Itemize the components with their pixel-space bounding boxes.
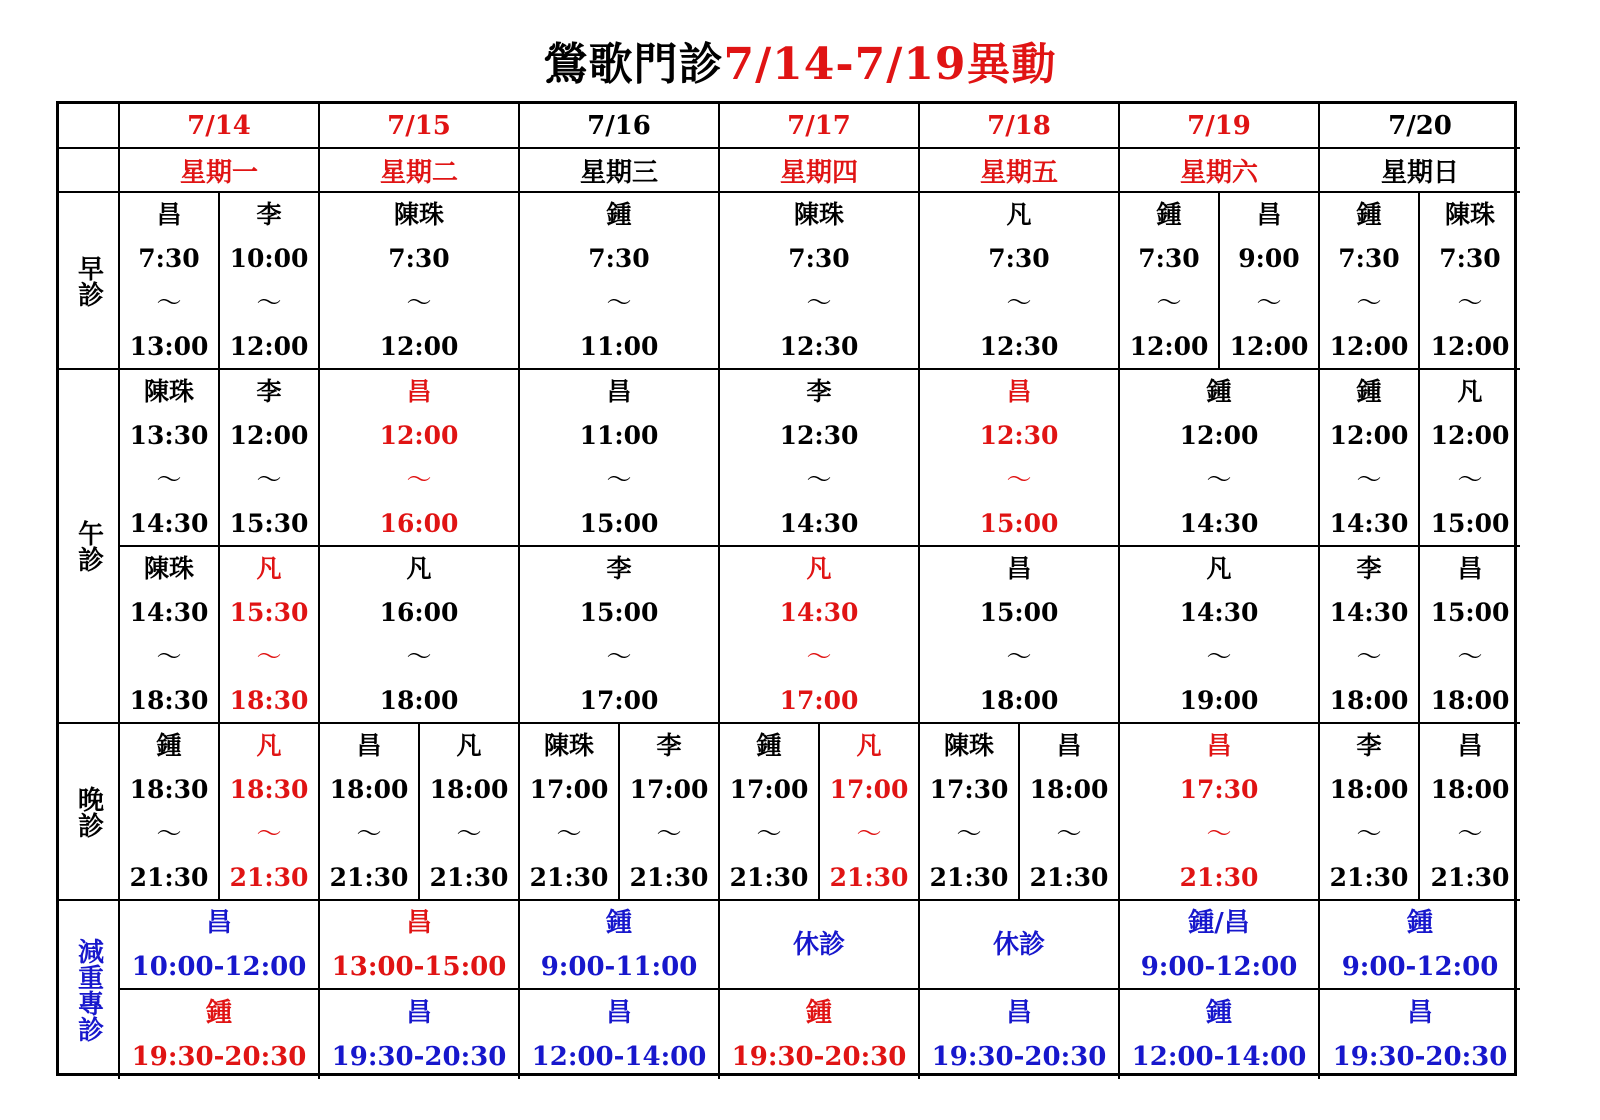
start-time: 12:00 [1179, 421, 1259, 450]
evening-slot [620, 724, 720, 901]
end-time: 21:30 [1029, 863, 1109, 892]
tilde: ～ [956, 819, 982, 848]
end-time: 21:30 [829, 863, 909, 892]
weight-loss-slot [120, 990, 320, 1079]
tilde: ～ [156, 288, 182, 317]
tilde: ～ [1457, 288, 1483, 317]
doctor-name: 鍾 [605, 907, 632, 938]
tilde: ～ [156, 819, 182, 848]
tilde: ～ [606, 642, 632, 671]
tilde: ～ [1206, 819, 1232, 848]
end-time: 12:00 [229, 332, 309, 361]
tilde: ～ [1006, 642, 1032, 671]
doctor-name: 昌 [1006, 377, 1032, 406]
doctor-name: 昌 [1206, 731, 1232, 760]
afternoon-slot [520, 370, 720, 547]
start-time: 7:30 [388, 244, 450, 273]
weekday-label: 星期五 [979, 157, 1058, 188]
weight-loss-slot [720, 990, 920, 1079]
start-time: 7:30 [988, 244, 1050, 273]
afternoon-slot [720, 370, 920, 547]
doctor-name: 凡 [456, 731, 482, 760]
schedule-table [56, 101, 1517, 1076]
weekday-header [520, 149, 720, 193]
date-header [920, 104, 1120, 149]
end-time: 18:30 [229, 686, 309, 715]
morning-slot [120, 193, 220, 370]
tilde: ～ [1457, 819, 1483, 848]
afternoon-slot [1120, 370, 1320, 547]
end-time: 14:30 [1179, 509, 1259, 538]
corner-cell [59, 104, 120, 149]
doctor-name: 鍾 [805, 997, 832, 1028]
doctor-name: 昌 [1056, 731, 1082, 760]
tilde: ～ [406, 642, 432, 671]
start-time: 7:30 [138, 244, 200, 273]
doctor-name: 鍾 [1206, 377, 1232, 406]
weekday-header [720, 149, 920, 193]
weekday-label: 星期日 [1380, 157, 1459, 188]
end-time: 21:30 [129, 863, 209, 892]
end-time: 21:30 [729, 863, 809, 892]
weekday-header [320, 149, 520, 193]
doctor-name: 鍾 [1356, 377, 1382, 406]
tilde: ～ [606, 465, 632, 494]
time-range: 19:30-20:30 [331, 1041, 507, 1072]
date-header [520, 104, 720, 149]
end-time: 21:30 [1430, 863, 1510, 892]
weekday-label: 星期三 [579, 157, 658, 188]
afternoon-slot [320, 370, 520, 547]
afternoon-slot [920, 370, 1120, 547]
doctor-name: 凡 [1457, 377, 1483, 406]
start-time: 14:30 [779, 598, 859, 627]
end-time: 21:30 [229, 863, 309, 892]
tilde: ～ [1006, 288, 1032, 317]
doctor-name: 鍾 [1156, 200, 1182, 229]
start-time: 12:30 [979, 421, 1059, 450]
weight-loss-slot [1120, 990, 1320, 1079]
doctor-name: 休診 [792, 929, 845, 960]
tilde: ～ [256, 288, 282, 317]
time-range: 19:30-20:30 [931, 1041, 1107, 1072]
doctor-name: 李 [256, 200, 282, 229]
evening-slot [520, 724, 620, 901]
date-label: 7/15 [387, 110, 451, 141]
afternoon-slot [120, 370, 220, 547]
end-time: 18:00 [979, 686, 1059, 715]
afternoon-slot [1420, 370, 1520, 547]
end-time: 21:30 [1179, 863, 1259, 892]
start-time: 18:30 [229, 775, 309, 804]
doctor-name: 陳珠 [143, 554, 194, 583]
date-label: 7/18 [987, 110, 1051, 141]
tilde: ～ [1156, 288, 1182, 317]
morning-label [59, 193, 120, 370]
tilde: ～ [256, 465, 282, 494]
doctor-name: 陳珠 [143, 377, 194, 406]
time-range: 19:30-20:30 [1332, 1041, 1508, 1072]
evening-slot [1420, 724, 1520, 901]
doctor-name: 昌 [156, 200, 182, 229]
doctor-name: 李 [606, 554, 632, 583]
afternoon-slot [220, 547, 320, 724]
date-label: 7/17 [787, 110, 851, 141]
tilde: ～ [756, 819, 782, 848]
tilde: ～ [1006, 465, 1032, 494]
start-time: 18:00 [329, 775, 409, 804]
afternoon-slot [920, 547, 1120, 724]
doctor-name: 李 [1356, 554, 1382, 583]
doctor-name: 凡 [856, 731, 882, 760]
title-prefix: 鶯歌門診 [543, 39, 724, 90]
end-time: 21:30 [929, 863, 1009, 892]
tilde: ～ [406, 465, 432, 494]
start-time: 18:00 [1430, 775, 1510, 804]
doctor-name: 昌 [606, 377, 632, 406]
end-time: 18:00 [1329, 686, 1409, 715]
afternoon-slot [320, 547, 520, 724]
end-time: 12:30 [979, 332, 1059, 361]
morning-slot [720, 193, 920, 370]
doctor-name: 李 [256, 377, 282, 406]
doctor-name: 凡 [1206, 554, 1232, 583]
afternoon-slot [1320, 547, 1420, 724]
start-time: 15:00 [1430, 598, 1510, 627]
weight-loss-slot [920, 990, 1120, 1079]
tilde: ～ [156, 465, 182, 494]
date-header [320, 104, 520, 149]
end-time: 14:30 [129, 509, 209, 538]
tilde: ～ [156, 642, 182, 671]
doctor-name: 陳珠 [793, 200, 844, 229]
start-time: 7:30 [1138, 244, 1200, 273]
tilde: ～ [656, 819, 682, 848]
evening-slot [920, 724, 1020, 901]
weight-loss-slot [320, 901, 520, 990]
end-time: 12:30 [779, 332, 859, 361]
start-time: 14:30 [129, 598, 209, 627]
doctor-name: 昌 [356, 731, 382, 760]
end-time: 18:00 [379, 686, 459, 715]
morning-slot [1120, 193, 1220, 370]
tilde: ～ [806, 642, 832, 671]
doctor-name: 鍾/昌 [1188, 907, 1250, 938]
morning-slot [1320, 193, 1420, 370]
evening-slot [320, 724, 420, 901]
start-time: 12:00 [229, 421, 309, 450]
afternoon-label [59, 370, 120, 724]
doctor-name: 凡 [256, 554, 282, 583]
weight-loss-slot [120, 901, 320, 990]
afternoon-slot [120, 547, 220, 724]
doctor-name: 陳珠 [943, 731, 994, 760]
morning-slot [220, 193, 320, 370]
tilde: ～ [1206, 642, 1232, 671]
start-time: 17:00 [729, 775, 809, 804]
time-range: 12:00-14:00 [531, 1041, 707, 1072]
morning-slot [320, 193, 520, 370]
time-range: 13:00-15:00 [331, 951, 507, 982]
tilde: ～ [456, 819, 482, 848]
tilde: ～ [1457, 465, 1483, 494]
evening-slot [1320, 724, 1420, 901]
end-time: 18:00 [1430, 686, 1510, 715]
end-time: 15:00 [1430, 509, 1510, 538]
tilde: ～ [1206, 465, 1232, 494]
doctor-name: 昌 [205, 907, 232, 938]
start-time: 7:30 [788, 244, 850, 273]
end-time: 15:30 [229, 509, 309, 538]
start-time: 17:30 [929, 775, 1009, 804]
morning-slot [1220, 193, 1320, 370]
doctor-name: 昌 [1006, 554, 1032, 583]
tilde: ～ [1256, 288, 1282, 317]
evening-slot [420, 724, 520, 901]
start-time: 18:00 [429, 775, 509, 804]
tilde: ～ [806, 288, 832, 317]
weight-loss-slot [520, 990, 720, 1079]
end-time: 14:30 [1329, 509, 1409, 538]
doctor-name: 鍾 [756, 731, 782, 760]
evening-slot [1120, 724, 1320, 901]
start-time: 15:30 [229, 598, 309, 627]
start-time: 18:00 [1029, 775, 1109, 804]
doctor-name: 凡 [406, 554, 432, 583]
weight-loss-slot [320, 990, 520, 1079]
time-range: 10:00-12:00 [131, 951, 307, 982]
start-time: 17:00 [829, 775, 909, 804]
weekday-header [1320, 149, 1520, 193]
doctor-name: 凡 [1006, 200, 1032, 229]
doctor-name: 凡 [806, 554, 832, 583]
end-time: 21:30 [329, 863, 409, 892]
tilde: ～ [356, 819, 382, 848]
end-time: 17:00 [579, 686, 659, 715]
tilde: ～ [406, 288, 432, 317]
doctor-name: 昌 [1406, 997, 1433, 1028]
doctor-name: 昌 [1457, 554, 1483, 583]
doctor-name: 昌 [405, 997, 432, 1028]
end-time: 11:00 [579, 332, 659, 361]
tilde: ～ [256, 642, 282, 671]
doctor-name: 陳珠 [393, 200, 444, 229]
time-range: 19:30-20:30 [131, 1041, 307, 1072]
start-time: 7:30 [588, 244, 650, 273]
end-time: 13:00 [129, 332, 209, 361]
end-time: 21:30 [529, 863, 609, 892]
evening-slot [720, 724, 820, 901]
start-time: 15:00 [979, 598, 1059, 627]
morning-slot [520, 193, 720, 370]
afternoon-slot [1120, 547, 1320, 724]
date-header [120, 104, 320, 149]
start-time: 10:00 [229, 244, 309, 273]
tilde: ～ [1457, 642, 1483, 671]
start-time: 7:30 [1439, 244, 1501, 273]
start-time: 18:00 [1329, 775, 1409, 804]
tilde: ～ [856, 819, 882, 848]
weekday-label: 星期二 [379, 157, 458, 188]
weight-loss-slot [520, 901, 720, 990]
evening-slot [1020, 724, 1120, 901]
weight-loss-label [59, 901, 120, 1079]
start-time: 17:30 [1179, 775, 1259, 804]
tilde: ～ [1356, 288, 1382, 317]
doctor-name: 昌 [605, 997, 632, 1028]
time-range: 9:00-11:00 [540, 951, 698, 982]
doctor-name: 李 [1356, 731, 1382, 760]
doctor-name: 鍾 [1406, 907, 1433, 938]
doctor-name: 鍾 [156, 731, 182, 760]
tilde: ～ [1356, 465, 1382, 494]
tilde: ～ [806, 465, 832, 494]
doctor-name: 鍾 [606, 200, 632, 229]
page-title [0, 28, 1600, 92]
start-time: 9:00 [1238, 244, 1300, 273]
date-label: 7/19 [1187, 110, 1251, 141]
session-label: 減重專診 [73, 938, 104, 1042]
time-range: 9:00-12:00 [1140, 951, 1298, 982]
evening-slot [820, 724, 920, 901]
start-time: 7:30 [1338, 244, 1400, 273]
tilde: ～ [1356, 819, 1382, 848]
start-time: 12:30 [779, 421, 859, 450]
weekday-header [920, 149, 1120, 193]
afternoon-slot [1320, 370, 1420, 547]
doctor-name: 鍾 [205, 997, 232, 1028]
start-time: 14:30 [1329, 598, 1409, 627]
end-time: 21:30 [1329, 863, 1409, 892]
morning-slot [920, 193, 1120, 370]
end-time: 16:00 [379, 509, 459, 538]
weekday-label: 星期一 [179, 157, 258, 188]
end-time: 17:00 [779, 686, 859, 715]
date-label: 7/20 [1388, 110, 1452, 141]
afternoon-slot [1420, 547, 1520, 724]
end-time: 15:00 [579, 509, 659, 538]
end-time: 12:00 [1229, 332, 1309, 361]
date-label: 7/14 [187, 110, 251, 141]
end-time: 12:00 [1329, 332, 1409, 361]
weight-loss-slot [1320, 901, 1520, 990]
start-time: 12:00 [1430, 421, 1510, 450]
weight-loss-slot [920, 901, 1120, 990]
start-time: 16:00 [379, 598, 459, 627]
weight-loss-slot [1120, 901, 1320, 990]
tilde: ～ [1056, 819, 1082, 848]
doctor-name: 昌 [1256, 200, 1282, 229]
weekday-label: 星期六 [1179, 157, 1258, 188]
date-label: 7/16 [587, 110, 651, 141]
end-time: 12:00 [1129, 332, 1209, 361]
tilde: ～ [256, 819, 282, 848]
doctor-name: 陳珠 [543, 731, 594, 760]
session-label: 早診 [73, 254, 104, 307]
tilde: ～ [1356, 642, 1382, 671]
start-time: 13:30 [129, 421, 209, 450]
start-time: 11:00 [579, 421, 659, 450]
start-time: 18:30 [129, 775, 209, 804]
end-time: 19:00 [1179, 686, 1259, 715]
evening-label [59, 724, 120, 901]
start-time: 17:00 [529, 775, 609, 804]
date-header [1320, 104, 1520, 149]
weekday-label: 星期四 [779, 157, 858, 188]
doctor-name: 昌 [1457, 731, 1483, 760]
doctor-name: 凡 [256, 731, 282, 760]
time-range: 19:30-20:30 [731, 1041, 907, 1072]
end-time: 21:30 [629, 863, 709, 892]
weight-loss-slot [720, 901, 920, 990]
doctor-name: 昌 [405, 907, 432, 938]
doctor-name: 陳珠 [1444, 200, 1495, 229]
doctor-name: 鍾 [1356, 200, 1382, 229]
start-time: 12:00 [1329, 421, 1409, 450]
weekday-header [1120, 149, 1320, 193]
doctor-name: 昌 [406, 377, 432, 406]
weekday-header [120, 149, 320, 193]
end-time: 18:30 [129, 686, 209, 715]
session-label: 晚診 [73, 785, 104, 838]
afternoon-slot [720, 547, 920, 724]
doctor-name: 李 [806, 377, 832, 406]
time-range: 9:00-12:00 [1341, 951, 1499, 982]
start-time: 14:30 [1179, 598, 1259, 627]
start-time: 15:00 [579, 598, 659, 627]
doctor-name: 李 [656, 731, 682, 760]
date-header [1120, 104, 1320, 149]
end-time: 14:30 [779, 509, 859, 538]
afternoon-slot [220, 370, 320, 547]
time-range: 12:00-14:00 [1131, 1041, 1307, 1072]
session-label: 午診 [73, 520, 104, 572]
end-time: 15:00 [979, 509, 1059, 538]
end-time: 21:30 [429, 863, 509, 892]
tilde: ～ [606, 288, 632, 317]
weight-loss-slot [1320, 990, 1520, 1079]
doctor-name: 休診 [992, 929, 1045, 960]
doctor-name: 鍾 [1205, 997, 1232, 1028]
morning-slot [1420, 193, 1520, 370]
title-highlight: 7/14-7/19異動 [723, 39, 1057, 90]
date-header [720, 104, 920, 149]
corner-cell [59, 149, 120, 193]
tilde: ～ [556, 819, 582, 848]
afternoon-slot [520, 547, 720, 724]
start-time: 12:00 [379, 421, 459, 450]
end-time: 12:00 [379, 332, 459, 361]
evening-slot [220, 724, 320, 901]
start-time: 17:00 [629, 775, 709, 804]
evening-slot [120, 724, 220, 901]
end-time: 12:00 [1430, 332, 1510, 361]
doctor-name: 昌 [1005, 997, 1032, 1028]
